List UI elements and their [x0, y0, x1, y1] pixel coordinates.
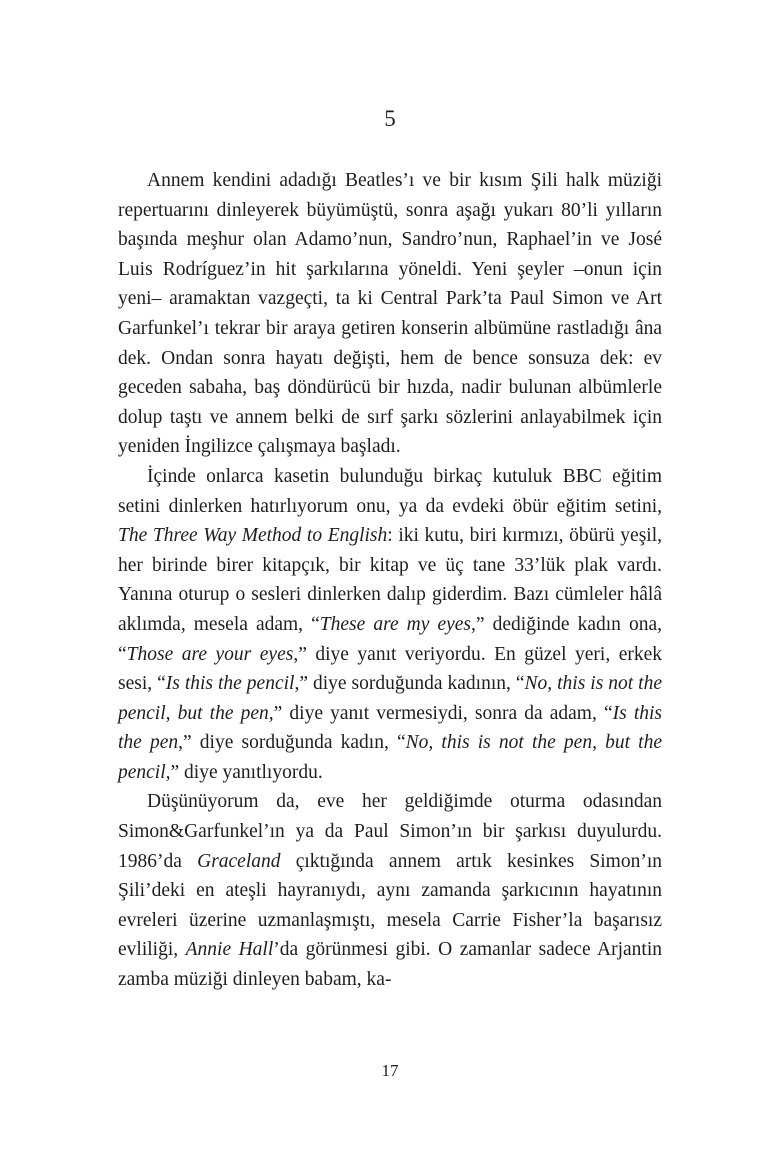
- italic-text-run: Is this the pencil: [165, 673, 295, 695]
- chapter-number: 5: [384, 106, 396, 131]
- italic-text-run: The Three Way Method to English: [118, 525, 388, 547]
- text-run: ,” diye yanıtlıyordu.: [165, 761, 323, 783]
- body-text: [118, 166, 662, 995]
- paragraph: [118, 462, 662, 788]
- text-run: Annem kendini adadığı Beatles’ı ve bir kısım Şili halk müziği repertuarını dinleyerek büyümüştü, sonra aşağı yukarı 80’li yılların başında meşhur olan Adamo’nun, Sandro’nun, Raphael’in ve José Luis Rodríguez’in hit şarkılarına yöneldi. Yeni şeyler –onun için yeni– aramaktan vazgeçti, ta ki Central Park’ta Paul Simon ve Art Garfunkel’ı tekrar bir araya getiren konserin albümüne rastladığı âna dek. Ondan sonra hayatı değişti, hem de bence sonsuza dek: ev geceden sabaha, baş döndürücü bir hızda, nadir bulunan albümlerle dolup taştı ve annem belki de sırf şarkı sözlerini anlayabilmek için yeniden İngilizce çalışmaya başladı.: [118, 170, 662, 458]
- text-run: İçinde onlarca kasetin bulunduğu birkaç kutuluk BBC eğitim setini dinlerken hatırlıyorum onu, ya da evdeki öbür eğitim setini,: [118, 465, 662, 517]
- italic-text-run: Annie Hall: [185, 939, 274, 961]
- text-run: ,” diye sorduğunda kadının, “: [294, 673, 525, 695]
- text-run: ,” diye yanıt vermesiydi, sonra da adam, “: [268, 702, 613, 724]
- text-run: çıktığında annem artık kesinkes Simon’ın Şili’deki en ateşli hayranıydı, aynı zamanda şarkıcının hayatının evreleri üzerine uzmanlaşmıştı, mesela Carrie Fisher’la başarısız evliliği,: [118, 850, 662, 961]
- italic-text-run: Those are your eyes: [126, 643, 294, 665]
- italic-text-run: No, this is not the pencil, but the pen: [118, 673, 662, 724]
- text-run: ,” diye sorduğunda kadın, “: [178, 732, 406, 754]
- text-run: Düşünüyorum da, eve her geldiğimde oturma odasından Simon&Garfunkel’ın ya da Paul Simon’ın bir şarkısı duyulurdu. 1986’da: [118, 791, 662, 872]
- paragraph: [118, 166, 662, 462]
- page-number: 17: [381, 1061, 399, 1080]
- paragraph: [118, 787, 662, 994]
- text-run: : iki kutu, biri kırmızı, öbürü yeşil, her birinde birer kitapçık, bir kitap ve üç tane 33’lük plak vardı. Yanına oturup o sesleri dinlerken dalıp giderdim. Bazı cümleler hâlâ aklımda, mesela adam, “: [118, 525, 662, 635]
- text-run: ’da görünmesi gibi. O zamanlar sadece Arjantin zamba müziği dinleyen babam, ka-: [118, 939, 662, 991]
- italic-text-run: Is this the pen: [118, 702, 662, 754]
- italic-text-run: No, this is not the pen, but the pencil: [118, 732, 662, 783]
- italic-text-run: Graceland: [197, 850, 281, 872]
- italic-text-run: These are my eyes: [319, 613, 472, 635]
- text-run: ,” dediğinde kadın ona, “: [118, 613, 662, 665]
- text-run: ,” diye yanıt veriyordu. En güzel yeri, erkek sesi, “: [118, 643, 663, 695]
